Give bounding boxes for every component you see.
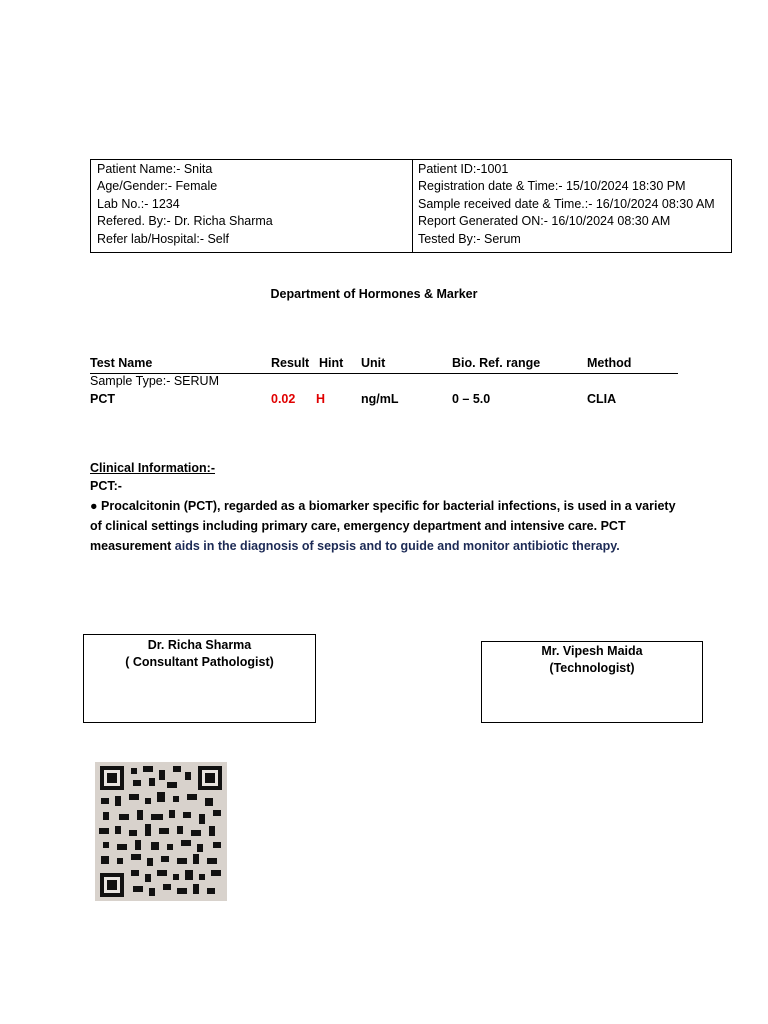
- technologist-name: Mr. Vipesh Maida: [541, 644, 643, 658]
- qr-code-image: [95, 762, 227, 901]
- hint-flag: H: [316, 392, 326, 406]
- refer-lab: Refer lab/Hospital:- Self: [97, 231, 230, 246]
- patient-info-right: [418, 161, 715, 248]
- referred-by: Refered. By:- Dr. Richa Sharma: [97, 214, 273, 229]
- header-hint: Hint: [319, 356, 344, 370]
- pathologist-signature-box: [83, 634, 316, 723]
- header-unit: Unit: [361, 356, 386, 370]
- registration-date: Registration date & Time:- 15/10/2024 18:30 PM: [418, 179, 686, 194]
- result-value: 0.02: [271, 392, 296, 406]
- clinical-text: Procalcitonin (PCT), regarded as a biomarker specific for bacterial infections, is used in a variety of clinical settings including primary care, emergency department and intensive care. PCT measurement: [90, 499, 676, 553]
- report-generated: Report Generated ON:- 16/10/2024 08:30 AM: [418, 214, 671, 229]
- info-divider: [412, 160, 413, 252]
- header-method: Method: [587, 356, 632, 370]
- test-name-cell: PCT: [90, 392, 115, 406]
- pct-subheading: PCT:-: [90, 479, 122, 493]
- pathologist-name: Dr. Richa Sharma: [147, 638, 252, 652]
- bullet-icon: ●: [90, 499, 98, 513]
- patient-name: Patient Name:- Snita: [97, 162, 213, 176]
- clinical-info-heading: Clinical Information:-: [90, 461, 215, 475]
- clinical-text-highlight: aids in the diagnosis of sepsis and to guide and monitor antibiotic therapy.: [174, 539, 620, 553]
- sample-type: Sample Type:- SERUM: [90, 374, 219, 388]
- patient-info-box: [90, 159, 732, 253]
- header-range: Bio. Ref. range: [452, 356, 541, 370]
- technologist-title: (Technologist): [549, 661, 635, 675]
- department-title: Department of Hormones & Marker: [270, 287, 478, 301]
- method-cell: CLIA: [587, 392, 617, 406]
- lab-number: Lab No.:- 1234: [97, 196, 180, 211]
- age-gender: Age/Gender:- Female: [97, 179, 218, 194]
- sample-received-date: Sample received date & Time.:- 16/10/2024 08:30 AM: [418, 196, 715, 211]
- patient-id: Patient ID:-1001: [418, 162, 509, 176]
- patient-info-left: [97, 161, 273, 248]
- unit-cell: ng/mL: [361, 392, 399, 406]
- pathologist-title: ( Consultant Pathologist): [125, 655, 274, 669]
- tested-by: Tested By:- Serum: [418, 231, 521, 246]
- qr-code-icon: [95, 762, 227, 901]
- clinical-paragraph: [90, 496, 690, 556]
- range-cell: 0 – 5.0: [452, 392, 491, 406]
- header-test-name: Test Name: [90, 356, 153, 370]
- technologist-signature-box: [481, 641, 703, 723]
- header-result: Result: [271, 356, 310, 370]
